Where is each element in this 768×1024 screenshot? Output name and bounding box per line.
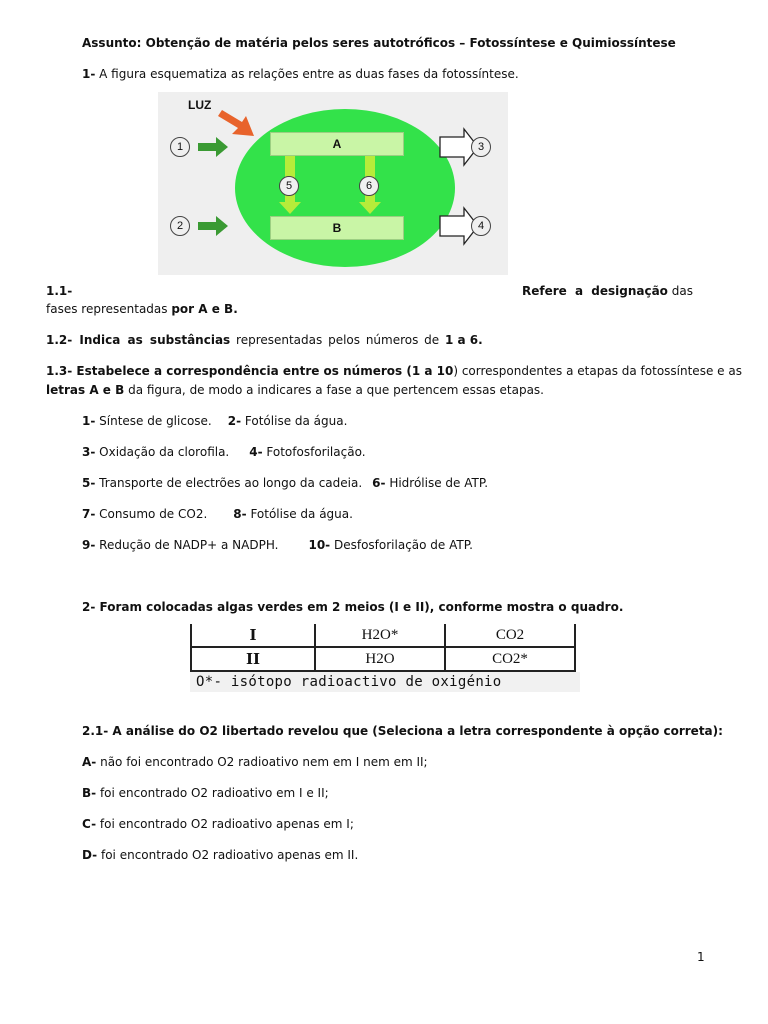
label-circle-3: 3 xyxy=(471,137,491,157)
table-footnote: O*- isótopo radioactivo de oxigénio xyxy=(190,672,580,692)
table-row xyxy=(191,647,575,671)
page-number: 1 xyxy=(697,950,705,964)
question-1: 1- A figura esquematiza as relações entre as duas fases da fotossíntese. xyxy=(82,67,519,81)
option-a: A- não foi encontrado O2 radioativo nem em I nem em II; xyxy=(82,755,428,769)
diagram-arrows xyxy=(158,92,508,275)
question-1-2: 1.2- Indica as substâncias representadas pelos números de 1 a 6. xyxy=(46,333,483,347)
document-title: Assunto: Obtenção de matéria pelos seres autotróficos – Fotossíntese e Quimiossíntese xyxy=(82,36,676,50)
table-row xyxy=(191,624,575,647)
label-circle-1: 1 xyxy=(170,137,190,157)
question-1-1-line2: fases representadas por A e B. xyxy=(46,302,238,316)
label-circle-4: 4 xyxy=(471,216,491,236)
table-cell: CO2* xyxy=(445,647,575,671)
option-c: C- foi encontrado O2 radioativo apenas em I; xyxy=(82,817,354,831)
media-table-grid xyxy=(190,624,576,672)
step-line: 1- Síntese de glicose. 2- Fotólise da água. xyxy=(82,414,348,428)
phase-b-box: B xyxy=(270,216,404,240)
label-circle-6: 6 xyxy=(359,176,379,196)
question-1-1-right: Refere a designação das xyxy=(522,284,693,298)
step-line: 7- Consumo de CO2. 8- Fotólise da água. xyxy=(82,507,353,521)
question-1-3-line1: 1.3- Estabelece a correspondência entre os números (1 a 10) correspondentes a etapas da fotossíntese e as xyxy=(46,364,742,378)
input-arrow-2 xyxy=(198,216,228,236)
option-b: B- foi encontrado O2 radioativo em I e II; xyxy=(82,786,329,800)
question-2: 2- Foram colocadas algas verdes em 2 meios (I e II), conforme mostra o quadro. xyxy=(82,600,624,614)
question-2-1: 2.1- A análise do O2 libertado revelou que (Seleciona a letra correspondente à opção correta): xyxy=(82,724,723,738)
question-1-1-number: 1.1- xyxy=(46,284,73,298)
table-cell: II xyxy=(191,647,315,671)
table-cell: H2O* xyxy=(315,624,445,647)
table-cell: H2O xyxy=(315,647,445,671)
light-arrow xyxy=(218,110,254,136)
label-circle-2: 2 xyxy=(170,216,190,236)
media-table xyxy=(190,624,580,692)
step-line: 9- Redução de NADP+ a NADPH. 10- Desfosforilação de ATP. xyxy=(82,538,473,552)
input-arrow-1 xyxy=(198,137,228,157)
table-cell: I xyxy=(191,624,315,647)
phase-a-box: A xyxy=(270,132,404,156)
label-circle-5: 5 xyxy=(279,176,299,196)
photosynthesis-diagram xyxy=(158,92,508,275)
question-1-3-line2: letras A e B da figura, de modo a indicares a fase a que pertencem essas etapas. xyxy=(46,383,544,397)
light-label: LUZ xyxy=(188,98,212,112)
table-cell: CO2 xyxy=(445,624,575,647)
step-line: 3- Oxidação da clorofila. 4- Fotofosforilação. xyxy=(82,445,366,459)
option-d: D- foi encontrado O2 radioativo apenas em II. xyxy=(82,848,359,862)
step-line: 5- Transporte de electrões ao longo da cadeia. 6- Hidrólise de ATP. xyxy=(82,476,489,490)
